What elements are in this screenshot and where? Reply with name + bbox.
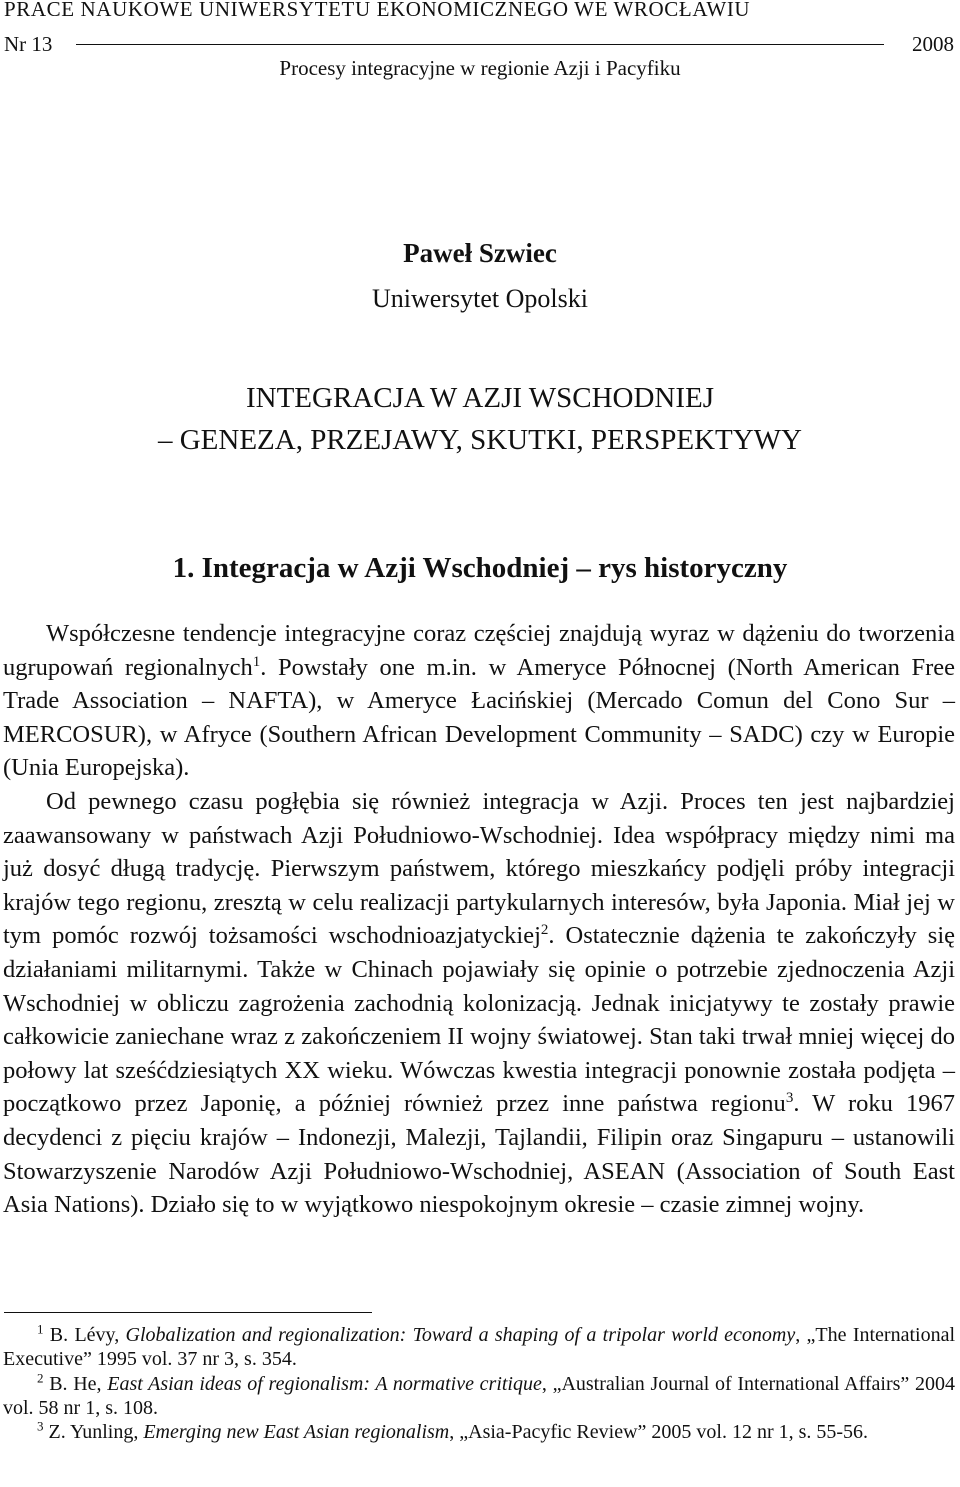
paragraph-1-text-a: Współczesne tendencje integracyjne coraz częściej znajdują wyraz w dążeniu do tworzenia ugrupowań regionalnych <box>3 620 955 681</box>
footnote-1-number: 1 <box>37 1321 44 1337</box>
author-affiliation: Uniwersytet Opolski <box>372 284 588 313</box>
footnote-3 <box>3 1420 955 1444</box>
footnote-3-author: Z. Yunling, <box>43 1421 144 1444</box>
article-title-line-2: – GENEZA, PRZEJAWY, SKUTKI, PERSPEKTYWY <box>157 424 802 456</box>
paragraph-1 <box>3 617 955 785</box>
footnote-2-author: B. He, <box>43 1372 108 1395</box>
issue-year: 2008 <box>912 32 954 56</box>
body-text <box>3 617 955 1222</box>
footnote-2-title: East Asian ideas of regionalism: A normative critique <box>107 1372 542 1395</box>
section-heading: 1. Integracja w Azji Wschodniej – rys historyczny <box>172 552 788 584</box>
footnotes <box>3 1323 955 1444</box>
paragraph-2-text-c: . W roku 1967 decydenci z pięciu krajów – Indonezji, Malezji, Tajlandii, Filipin oraz Singapuru – ustanowili Stowarzyszenie Narodów Azji Południowo-Wschodniej, ASEAN (Association of South East Asia Nations). Działo się to w wyjątkowo niespokojnym okresie – czasie zimnej wojny. <box>3 1090 955 1219</box>
footnote-2-number: 2 <box>37 1369 44 1385</box>
volume-title: Procesy integracyjne w regionie Azji i Pacyfiku <box>279 56 681 80</box>
footnote-1-title: Globalization and regionalization: Toward a shaping of a tripolar world economy <box>125 1324 796 1346</box>
article-title-line-1: INTEGRACJA W AZJI WSCHODNIEJ <box>245 382 715 414</box>
footnote-3-title: Emerging new East Asian regionalism <box>143 1421 450 1444</box>
footnote-3-number: 3 <box>37 1418 44 1434</box>
footnote-2 <box>3 1369 955 1421</box>
footnote-1-author: B. Lévy, <box>43 1324 126 1346</box>
footnote-ref-2: 2 <box>540 922 549 939</box>
footnote-ref-1: 1 <box>252 653 261 670</box>
issue-row <box>4 32 954 58</box>
header-rule <box>76 44 884 45</box>
author-name: Paweł Szwiec <box>403 238 557 268</box>
paragraph-2-text-b: . Ostatecznie dążenia te zakończyły się działaniami militarnymi. Także w Chinach pojawiały się opinie o potrzebie zjednoczenia Azji Wschodniej w obliczu zagrożenia zachodnią kolonizacją. Jednak inicjatywy te zostały prawie całkowicie zaniechane wraz z zakończeniem II wojny światowej. Stan taki trwał mniej więcej do połowy lat sześćdziesiątych XX wieku. Wówczas kwestia integracji ponownie została podjęta – początkowo przez Japonię, a później również przez inne państwa regionu <box>3 922 955 1118</box>
paragraph-1-text-b: . Powstały one m.in. w Ameryce Północnej (North American Free Trade Association – NAFTA), w Ameryce Łacińskiej (Mercado Comun del Cono Sur – MERCOSUR), w Afryce (Southern African Development Community – SADC) czy w Europie (Unia Europejska). <box>3 653 956 782</box>
paragraph-2-text-a: Od pewnego czasu pogłębia się również integracja w Azji. Proces ten jest najbardziej zaawansowany w państwach Azji Południowo-Wschodniej. Idea współpracy między nimi ma już dosyć długą tradycję. Pierwszym państwem, którego mieszkańcy podjęli próby integracji krajów tego regionu, zresztą w celu realizacji partykularnych interesów, była Japonia. Miał jej w tym pomóc rozwój tożsamości wschodnioazjatyckiej <box>3 787 955 950</box>
journal-title: PRACE NAUKOWE UNIWERSYTETU EKONOMICZNEGO WE WROCŁAWIU <box>4 0 751 21</box>
paragraph-2 <box>3 785 955 1222</box>
footnote-2-source: , „Australian Journal of International Affairs” 2004 vol. 58 nr 1, s. 108. <box>3 1372 955 1419</box>
footnote-ref-3: 3 <box>785 1090 794 1107</box>
footnote-separator <box>4 1312 372 1313</box>
footnote-1-source: , „The International Executive” 1995 vol. 37 nr 3, s. 354. <box>3 1324 955 1371</box>
footnote-1 <box>3 1323 955 1372</box>
footnote-3-source: , „Asia-Pacyfic Review” 2005 vol. 12 nr 1, s. 55-56. <box>449 1421 869 1444</box>
issue-number: Nr 13 <box>4 32 53 56</box>
